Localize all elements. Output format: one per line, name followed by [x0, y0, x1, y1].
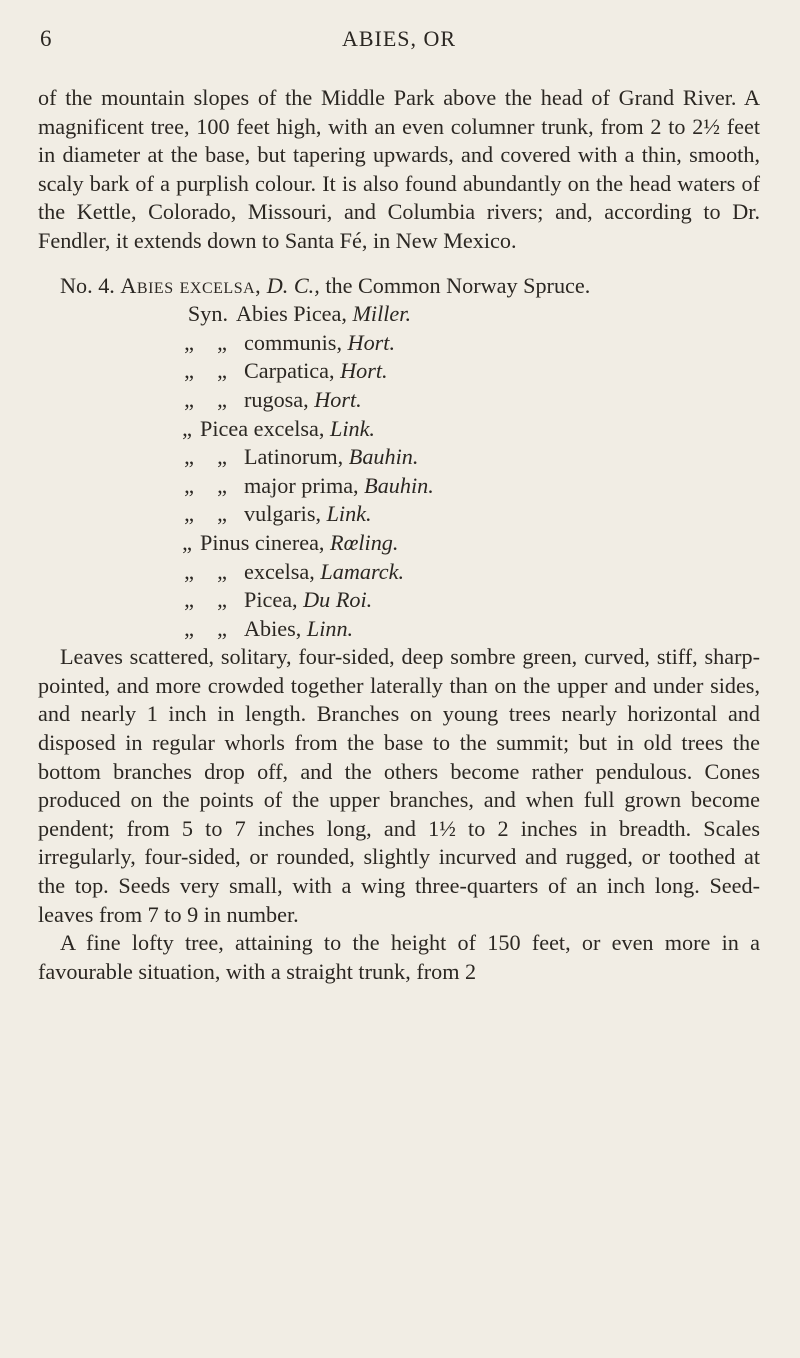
synonym-genus-ditto: „ — [217, 386, 227, 412]
synonym-ditto-mark: „ — [184, 501, 194, 527]
synonym-row — [38, 586, 760, 615]
species-common-name: the Common Norway Spruce. — [325, 272, 591, 298]
synonym-row — [38, 500, 760, 529]
synonym-author: Hort. — [347, 329, 396, 355]
page-header — [38, 26, 760, 56]
synonym-ditto-mark: „ — [184, 444, 194, 470]
page-body — [38, 84, 760, 986]
synonym-list — [38, 300, 760, 643]
synonym-ditto-mark: „ — [184, 329, 194, 355]
synonym-genus-ditto: „ — [217, 501, 227, 527]
synonym-name: rugosa, — [244, 386, 309, 412]
species-authority: D. C., — [266, 272, 320, 298]
synonym-author: Hort. — [314, 386, 362, 412]
synonym-genus-ditto: „ — [217, 472, 227, 498]
description-paragraph: Leaves scattered, solitary, four-sided, deep sombre green, curved, stiff, sharp-pointed, and more crowded together laterally than on the upper and under sides, and nearly 1 inch in length. Branches on young trees nearly horizontal and disposed in regular whorls from the base to the summit; but in old trees the bottom branches drop off, and the others become rather pendulous. Cones produced on the points of the upper branches, and when full grown become pendent; from 5 to 7 inches long, and 1½ to 2 inches in breadth. Scales irregularly, four-sided, or rounded, slightly incurved and rugged, or toothed at the top. Seeds very small, with a wing three-quarters of an inch long. Seed-leaves from 7 to 9 in number. — [38, 644, 760, 927]
synonym-ditto-mark: „ — [184, 358, 194, 384]
synonym-row — [38, 329, 760, 358]
synonym-name: vulgaris, — [244, 501, 322, 527]
synonym-genus-ditto: „ — [217, 444, 227, 470]
synonym-row — [38, 529, 760, 558]
paragraph-continued: of the mountain slopes of the Middle Park above the head of Grand River. A magnificent tree, 100 feet high, with an even columner trunk, from 2 to 2½ feet in diameter at the base, but tapering upwards, and covered with a thin, smooth, scaly bark of a purplish colour. It is also found abundantly on the head waters of the Kettle, Colorado, Missouri, and Columbia rivers; and, according to Dr. Fendler, it extends down to Santa Fé, in New Mexico. — [38, 85, 760, 253]
synonym-author: Bauhin. — [348, 444, 419, 470]
synonym-ditto-mark: Syn. — [187, 301, 228, 327]
synonym-ditto-mark: „ — [182, 529, 192, 555]
synonym-ditto-mark: „ — [182, 415, 192, 441]
synonym-genus-ditto: „ — [217, 558, 227, 584]
synonym-row — [38, 443, 760, 472]
synonym-genus-ditto: „ — [217, 587, 227, 613]
synonym-row — [38, 558, 760, 587]
synonym-author: Miller. — [352, 301, 411, 327]
synonym-author: Du Roi. — [303, 587, 373, 613]
synonym-genus-ditto: „ — [217, 329, 227, 355]
synonym-row — [38, 415, 760, 444]
synonym-row — [38, 472, 760, 501]
synonym-name: Pinus cinerea, — [200, 529, 325, 555]
synonym-name: Abies, — [244, 615, 302, 641]
synonym-genus-ditto: „ — [217, 615, 227, 641]
synonym-genus-ditto: „ — [217, 358, 227, 384]
synonym-name: communis, — [244, 329, 342, 355]
synonym-author: Hort. — [340, 358, 388, 384]
synonym-name: Picea, — [244, 587, 298, 613]
synonym-name: Latinorum, — [244, 444, 344, 470]
species-heading — [38, 272, 760, 301]
synonym-ditto-mark: „ — [184, 615, 194, 641]
page-number: 6 — [40, 26, 52, 51]
synonym-ditto-mark: „ — [184, 472, 194, 498]
synonym-author: Lamarck. — [320, 558, 404, 584]
synonym-ditto-mark: „ — [184, 587, 194, 613]
synonym-name: excelsa, — [244, 558, 315, 584]
synonym-author: Link. — [326, 501, 372, 527]
synonym-name: major prima, — [244, 472, 359, 498]
synonym-name: Carpatica, — [244, 358, 335, 384]
synonym-author: Bauhin. — [364, 472, 434, 498]
synonym-row — [38, 357, 760, 386]
synonym-author: Linn. — [306, 615, 354, 641]
synonym-ditto-mark: „ — [184, 558, 194, 584]
running-head: ABIES, OR — [341, 26, 457, 51]
habit-paragraph: A fine lofty tree, attaining to the height of 150 feet, or even more in a favourable situation, with a straight trunk, from 2 — [38, 930, 760, 984]
species-number: No. 4. — [60, 272, 115, 298]
synonym-name: Picea excelsa, — [200, 415, 325, 441]
synonym-ditto-mark: „ — [184, 386, 194, 412]
synonym-name: Abies Picea, — [236, 301, 347, 327]
species-name: Abies excelsa, — [120, 272, 262, 298]
synonym-author: Link. — [329, 415, 375, 441]
synonym-author: Rœling. — [330, 529, 399, 555]
synonym-row — [38, 615, 760, 644]
synonym-row — [38, 386, 760, 415]
synonym-row — [38, 300, 760, 329]
